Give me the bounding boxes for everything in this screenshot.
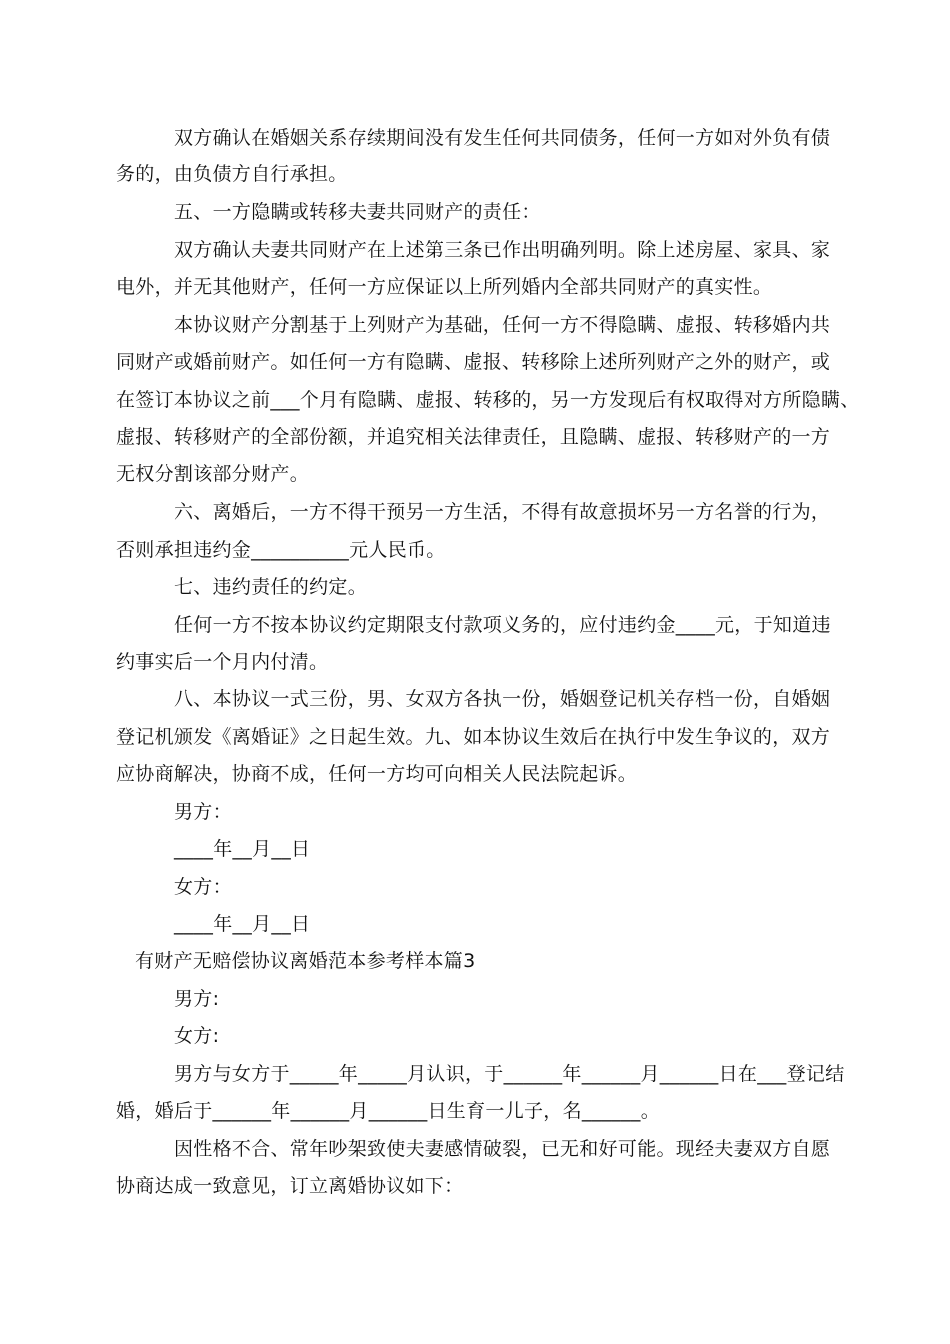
signature-date: ____年__月__日 — [174, 838, 311, 860]
paragraph-line: 在签订本协议之前___个月有隐瞒、虚报、转移的，另一方发现后有权取得对方所隐瞒、 — [116, 389, 860, 411]
paragraph-line: 约事实后一个月内付清。 — [116, 651, 329, 673]
paragraph-line: 男方与女方于_____年_____月认识，于______年______月______日在___登记结 — [174, 1063, 845, 1085]
paragraph-line: 婚，婚后于______年______月______日生育一儿子，名______。 — [116, 1100, 661, 1122]
paragraph-line: 本协议财产分割基于上列财产为基础，任何一方不得隐瞒、虚报、转移婚内共 — [174, 314, 831, 336]
paragraph-line: 无权分割该部分财产。 — [116, 463, 310, 485]
party-female-label: 女方: — [174, 1025, 220, 1047]
section-heading: 八、本协议一式三份，男、女双方各执一份，婚姻登记机关存档一份，自婚姻 — [174, 688, 831, 710]
paragraph-line: 登记机颁发《离婚证》之日起生效。九、如本协议生效后在执行中发生争议的，双方 — [116, 726, 831, 748]
paragraph-line: 因性格不合、常年吵架致使夫妻感情破裂，已无和好可能。现经夫妻双方自愿 — [174, 1138, 831, 1160]
section-heading: 七、违约责任的约定。 — [174, 576, 368, 598]
paragraph-line: 协商达成一致意见，订立离婚协议如下： — [116, 1175, 464, 1197]
signature-female-label: 女方： — [174, 876, 232, 898]
paragraph-line: 否则承担违约金__________元人民币。 — [116, 539, 446, 561]
section-heading: 六、离婚后，一方不得干预另一方生活，不得有故意损坏另一方名誉的行为， — [174, 501, 831, 523]
paragraph-line: 应协商解决，协商不成，任何一方均可向相关人民法院起诉。 — [116, 763, 638, 785]
section-title: 有财产无赔偿协议离婚范本参考样本篇3 — [135, 950, 476, 972]
paragraph-line: 任何一方不按本协议约定期限支付款项义务的，应付违约金____元，于知道违 — [174, 614, 831, 636]
paragraph-line: 双方确认在婚姻关系存续期间没有发生任何共同债务，任何一方如对外负有债 — [174, 127, 831, 149]
section-heading: 五、一方隐瞒或转移夫妻共同财产的责任： — [174, 201, 541, 223]
paragraph-line: 务的，由负债方自行承担。 — [116, 163, 348, 185]
paragraph-line: 电外，并无其他财产，任何一方应保证以上所列婚内全部共同财产的真实性。 — [116, 276, 773, 298]
paragraph-line: 同财产或婚前财产。如任何一方有隐瞒、虚报、转移除上述所列财产之外的财产，或 — [116, 351, 831, 373]
signature-date: ____年__月__日 — [174, 913, 311, 935]
signature-male-label: 男方： — [174, 801, 232, 823]
paragraph-line: 虚报、转移财产的全部份额，并追究相关法律责任，且隐瞒、虚报、转移财产的一方 — [116, 426, 831, 448]
paragraph-line: 双方确认夫妻共同财产在上述第三条已作出明确列明。除上述房屋、家具、家 — [174, 239, 831, 261]
party-male-label: 男方: — [174, 988, 220, 1010]
